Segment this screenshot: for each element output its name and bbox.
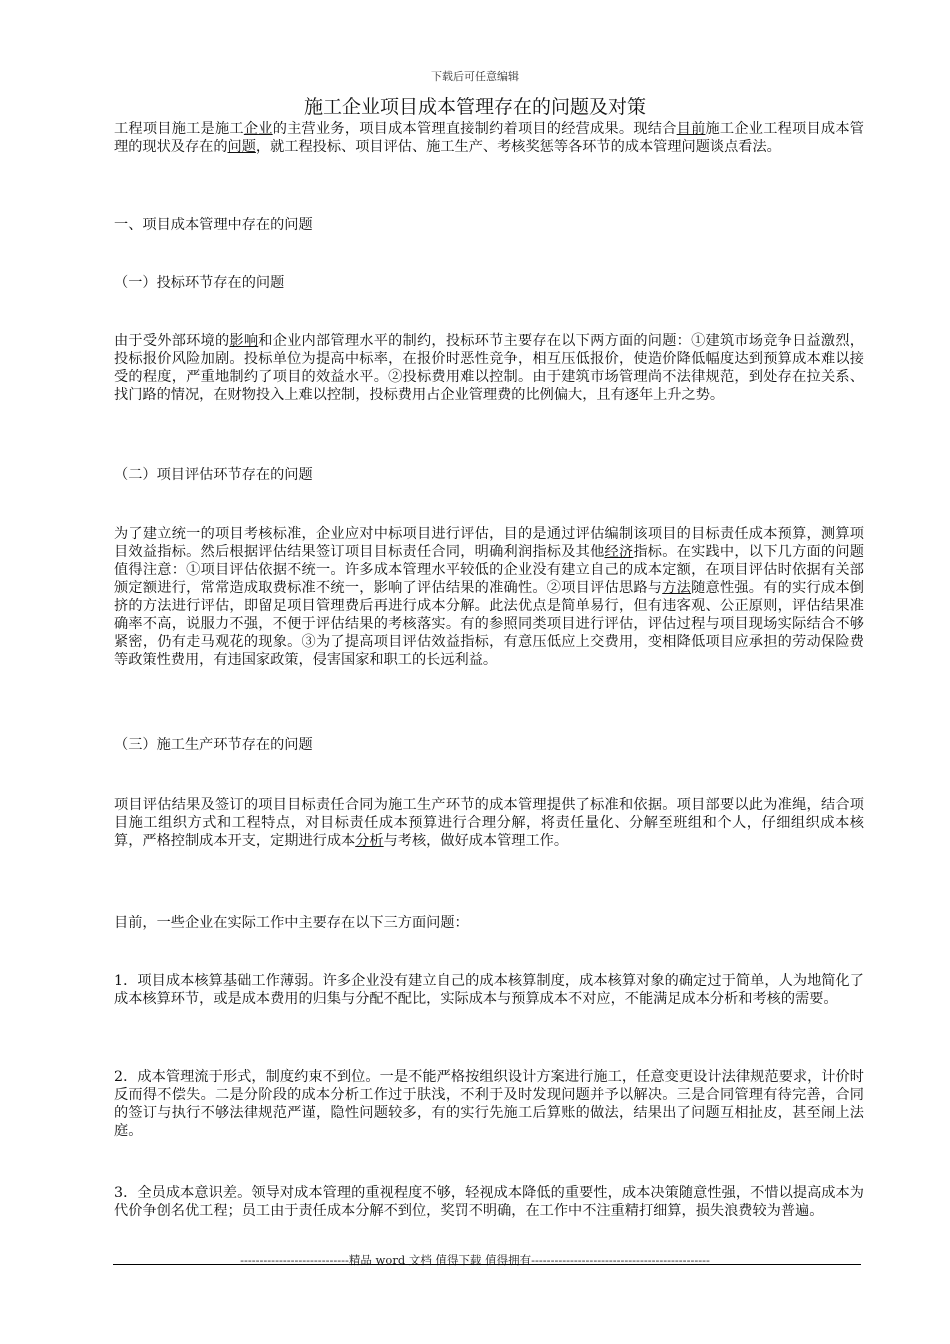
link-method[interactable]: 方法 [662,580,692,596]
sub3-text-2: 与考核，做好成本管理工作。 [383,833,569,849]
sub1-heading: （一）投标环节存在的问题 [114,275,285,291]
sub1-text-1: 由于受外部环境的 [114,333,230,349]
footer-banner: ----------------------------精品 word 文档 值得下载 值得拥有---------------------------------------------- [240,1253,710,1267]
link-problem[interactable]: 问题 [227,139,256,155]
link-economy[interactable]: 经济 [604,544,634,560]
problem-item-3: 3．全员成本意识差。领导对成本管理的重视程度不够，轻视成本降低的重要性，成本决策随意性强，不惜以提高成本为代价争创名优工程；员工由于责任成本分解不到位，奖罚不明确，在工作中不注重精打细算，损失浪费较为普遍。 [114,1185,864,1219]
sub2-heading: （二）项目评估环节存在的问题 [114,467,313,483]
intro-text-4: ，就工程投标、项目评估、施工生产、考核奖惩等各环节的成本管理问题谈点看法。 [255,139,781,155]
sub2-text-3: 随意性强。有的实行成本倒挤的方法进行评估，即留足项目管理费后再进行成本分解。此法优点是简单易行，但有违客观、公正原则，评估结果准确率不高，说服力不强，不便于评估结果的考核落实。有的参照同类项目进行评估，评估过程与项目现场实际结合不够紧密，仍有走马观花的现象。③为了提高项目评估效益指标，有意压低应上交费用，变相降低项目应承担的劳动保险费等政策性费用，有违国家政策，侵害国家和职工的长远利益。 [114,580,864,668]
link-enterprise[interactable]: 企业 [243,121,273,137]
sub3-heading: （三）施工生产环节存在的问题 [114,737,313,753]
intro-paragraph [114,120,864,156]
sub3-text-1: 项目评估结果及签订的项目目标责任合同为施工生产环节的成本管理提供了标准和依据。项目部要以此为准绳，结合项目施工组织方式和工程特点，对目标责任成本预算进行合理分解，将责任量化、分解至班组和个人，仔细组织成本核算，严格控制成本开支，定期进行成本 [114,797,864,849]
sub3-paragraph [114,796,864,850]
sub1-paragraph [114,332,864,404]
problem-item-1: 1．项目成本核算基础工作薄弱。许多企业没有建立自己的成本核算制度，成本核算对象的确定过于简单，人为地简化了成本核算环节，或是成本费用的归集与分配不配比，实际成本与预算成本不对应，不能满足成本分析和考核的需要。 [114,973,864,1007]
link-current[interactable]: 目前 [676,121,706,137]
footer-divider [113,1264,861,1265]
sub2-paragraph [114,525,864,669]
document-title: 施工企业项目成本管理存在的问题及对策 [303,96,646,118]
section1-heading: 一、项目成本管理中存在的问题 [114,217,313,233]
link-influence[interactable]: 影响 [229,333,259,349]
intro-text-2: 的主营业务，项目成本管理直接制约着项目的经营成果。现结合 [272,121,677,137]
link-analysis[interactable]: 分析 [355,833,384,849]
problem-item-2: 2．成本管理流于形式，制度约束不到位。一是不能严格按组织设计方案进行施工，任意变更设计法律规范要求，计价时反而得不偿失。二是分阶段的成本分析工作过于肤浅，不利于及时发现问题并予以解决。三是合同管理有待完善，合同的签订与执行不够法律规范严谨，隐性问题较多，有的实行先施工后算账的做法，结果出了问题互相扯皮，甚至闹上法庭。 [114,1069,864,1139]
header-note: 下载后可任意编辑 [431,70,519,83]
current-intro: 目前，一些企业在实际工作中主要存在以下三方面问题： [114,915,469,931]
sub2-text-2: 指标。在实践中，以下几方面的问题值得注意：①项目评估依据不统一。许多成本管理水平较低的企业没有建立自己的成本定额，在项目评估时依据有关部颁定额进行，常常造成取费标准不统一，影响了评估结果的准确性。②项目评估思路与 [114,544,864,596]
intro-text-3: 施工企业工程项目成本管理的现状及存在的 [114,121,864,155]
sub1-text-2: 和企业内部管理水平的制约，投标环节主要存在以下两方面的问题：①建筑市场竞争日益激烈，投标报价风险加剧。投标单位为提高中标率，在报价时恶性竞争，相互压低报价，使造价降低幅度达到预算成本难以接受的程度，严重地制约了项目的效益水平。②投标费用难以控制。由于建筑市场管理尚不法律规范，到处存在拉关系、找门路的情况，在财物投入上难以控制，投标费用占企业管理费的比例偏大，且有逐年上升之势。 [114,333,864,403]
intro-text-1: 工程项目施工是施工 [114,121,244,137]
sub2-text-1: 为了建立统一的项目考核标准，企业应对中标项目进行评估，目的是通过评估编制该项目的目标责任成本预算，测算项目效益指标。然后根据评估结果签订项目目标责任合同，明确利润指标及其他 [114,526,864,560]
